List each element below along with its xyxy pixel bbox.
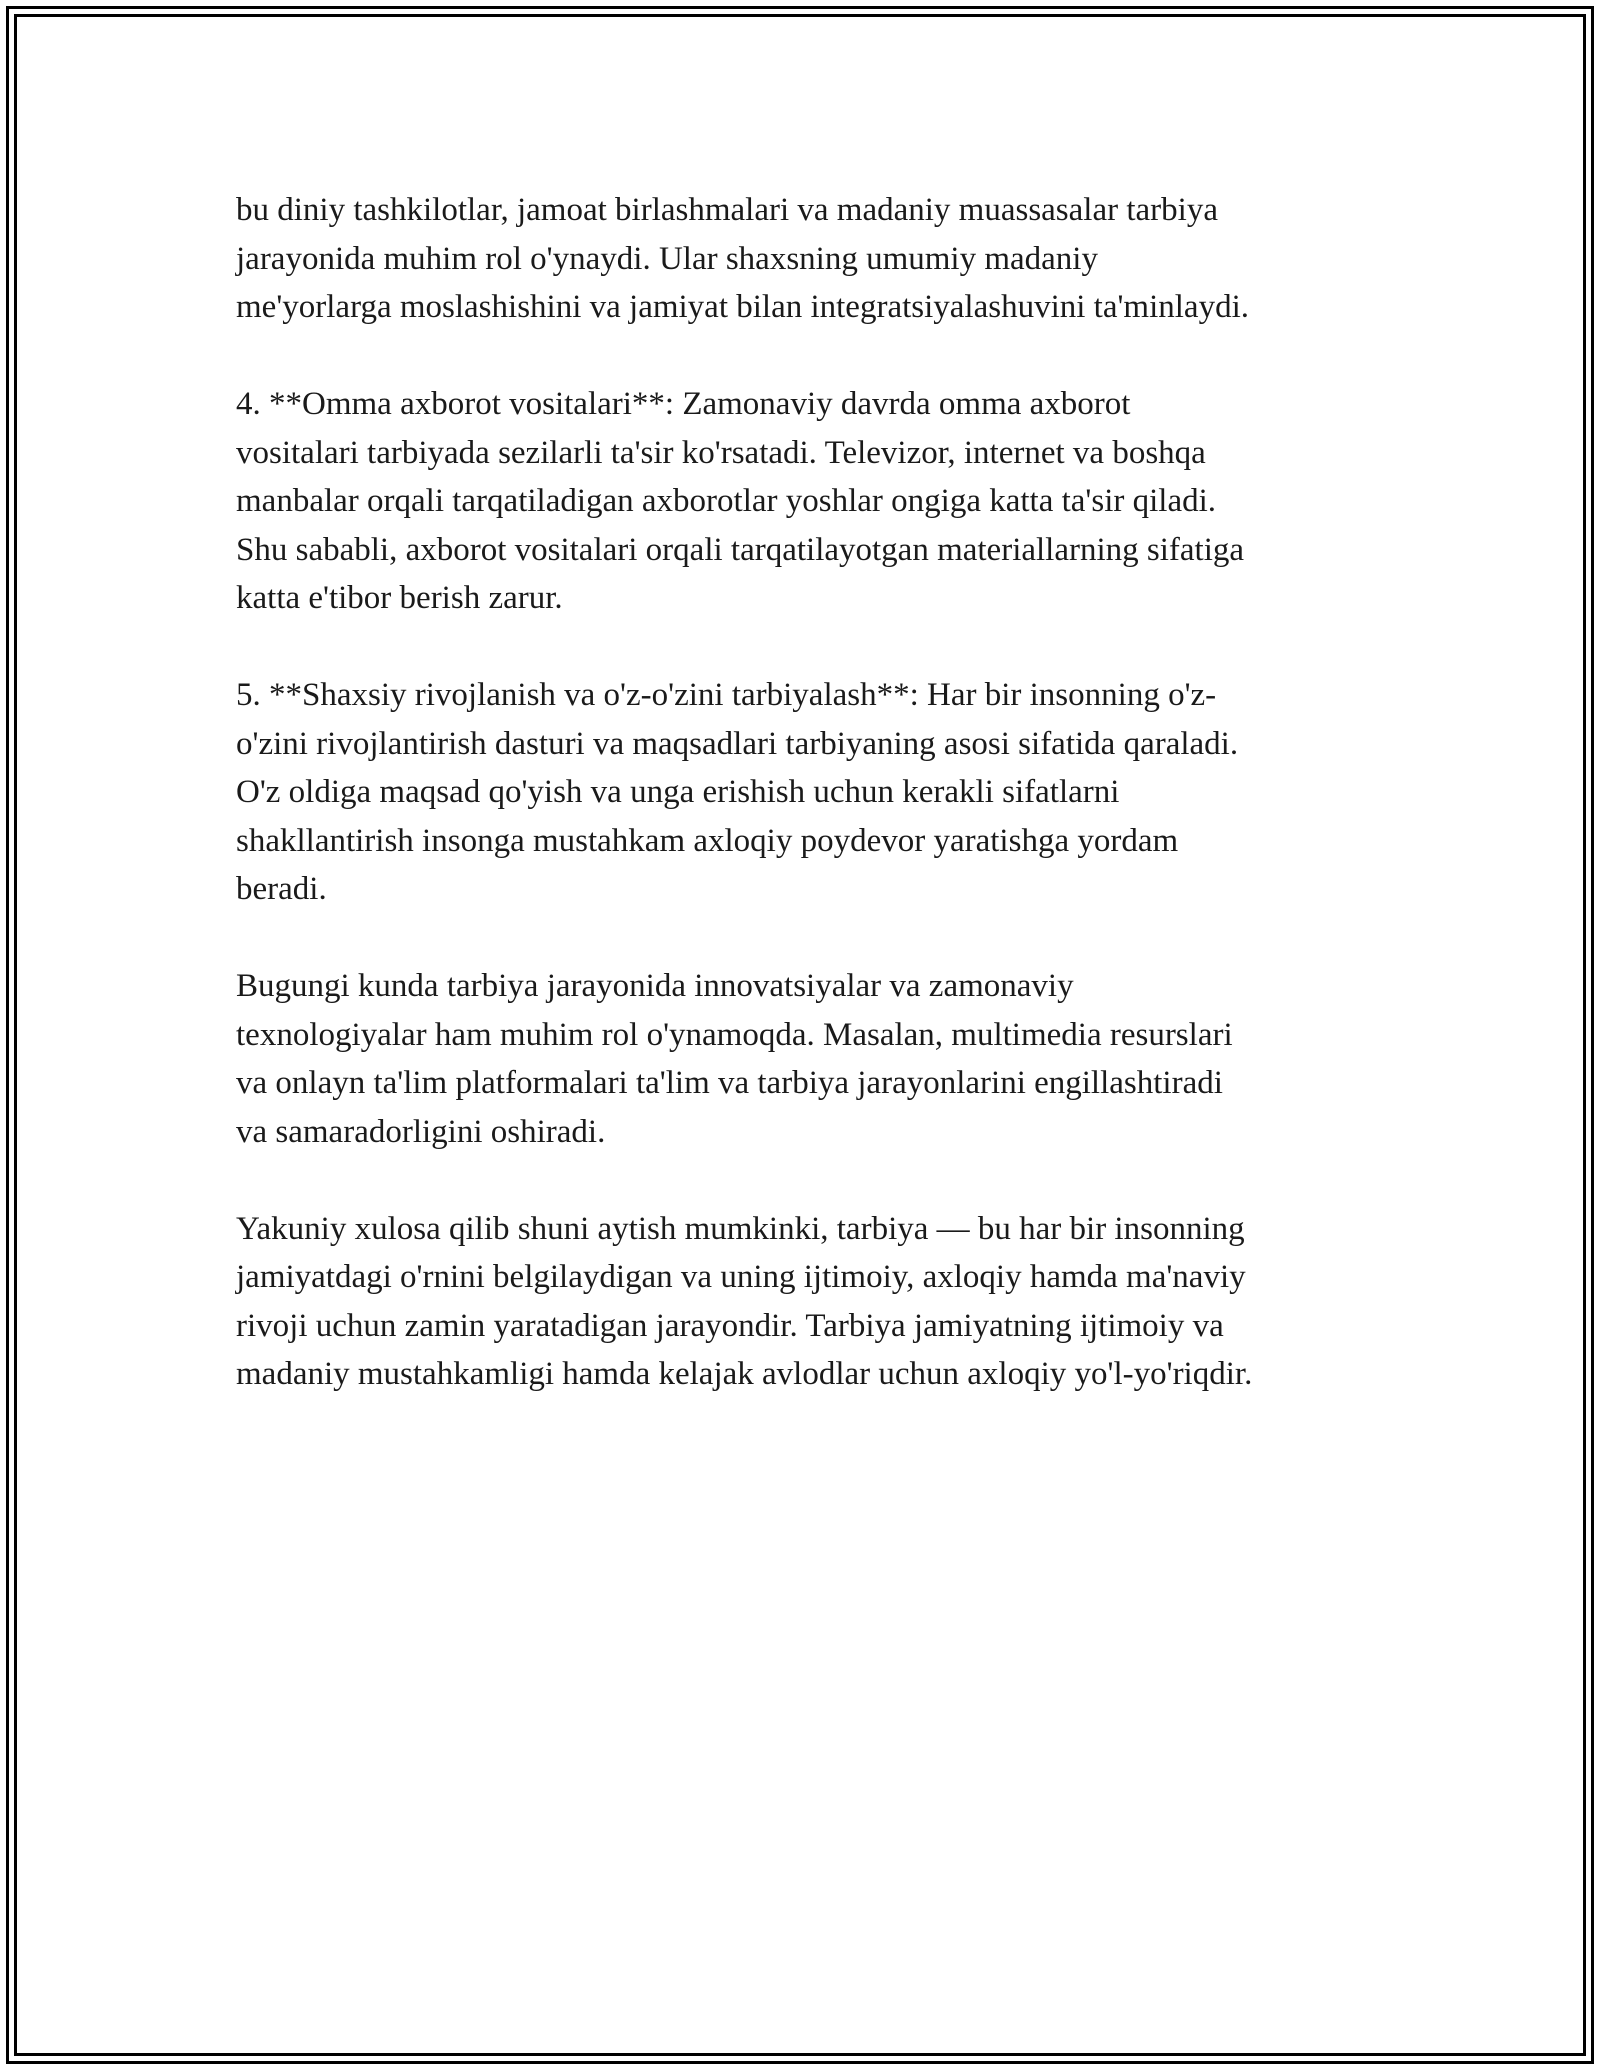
text-line: katta e'tibor berish zarur. <box>236 580 563 616</box>
paragraph-self-development <box>236 671 1386 914</box>
text-line: Shu sababli, axborot vositalari orqali tarqatilayotgan materiallarning sifatiga <box>236 531 1245 568</box>
text-line: vositalari tarbiyada sezilarli ta'sir ko'rsatadi. Televizor, internet va boshqa <box>236 434 1206 471</box>
text-line: rivoji uchun zamin yaratadigan jarayondir. Tarbiya jamiyatning ijtimoiy va <box>236 1307 1224 1344</box>
paragraph-conclusion <box>236 1205 1386 1399</box>
text-line: bu diniy tashkilotlar, jamoat birlashmalari va madaniy muassasalar tarbiya <box>236 192 1218 228</box>
text-line: va samaradorligini oshiradi. <box>236 1113 606 1150</box>
text-line: va onlayn ta'lim platformalari ta'lim va tarbiya jarayonlarini engillashtiradi <box>236 1065 1223 1101</box>
paragraph-mass-media <box>236 380 1386 623</box>
text-line: Yakuniy xulosa qilib shuni aytish mumkinki, tarbiya — bu har bir insonning <box>236 1210 1245 1247</box>
text-line: Bugungi kunda tarbiya jarayonida innovatsiyalar va zamonaviy <box>236 968 1074 1004</box>
text-line: jamiyatdagi o'rnini belgilaydigan va uning ijtimoiy, axloqiy hamda ma'naviy <box>236 1259 1246 1295</box>
text-line: beradi. <box>236 871 327 907</box>
text-line: madaniy mustahkamligi hamda kelajak avlodlar uchun axloqiy yo'l-yo'riqdir. <box>236 1356 1253 1392</box>
text-line: manbalar orqali tarqatiladigan axborotlar yoshlar ongiga katta ta'sir qiladi. <box>236 483 1217 519</box>
document-body <box>236 186 1386 1447</box>
text-line: jarayonida muhim rol o'ynaydi. Ular shaxsning umumiy madaniy <box>236 240 1098 277</box>
text-line: shakllantirish insonga mustahkam axloqiy poydevor yaratishga yordam <box>236 822 1179 859</box>
text-line: 4. **Omma axborot vositalari**: Zamonaviy davrda omma axborot <box>236 386 1131 422</box>
text-line: 5. **Shaxsiy rivojlanish va o'z-o'zini tarbiyalash**: Har bir insonning o'z- <box>236 677 1217 713</box>
text-line: O'z oldiga maqsad qo'yish va unga erishish uchun kerakli sifatlarni <box>236 774 1120 810</box>
paragraph-institutions <box>236 186 1386 332</box>
paragraph-innovations <box>236 962 1386 1156</box>
text-line: o'zini rivojlantirish dasturi va maqsadlari tarbiyaning asosi sifatida qaraladi. <box>236 725 1239 762</box>
text-line: texnologiyalar ham muhim rol o'ynamoqda. Masalan, multimedia resurslari <box>236 1016 1233 1053</box>
text-line: me'yorlarga moslashishini va jamiyat bilan integratsiyalashuvini ta'minlaydi. <box>236 289 1249 325</box>
